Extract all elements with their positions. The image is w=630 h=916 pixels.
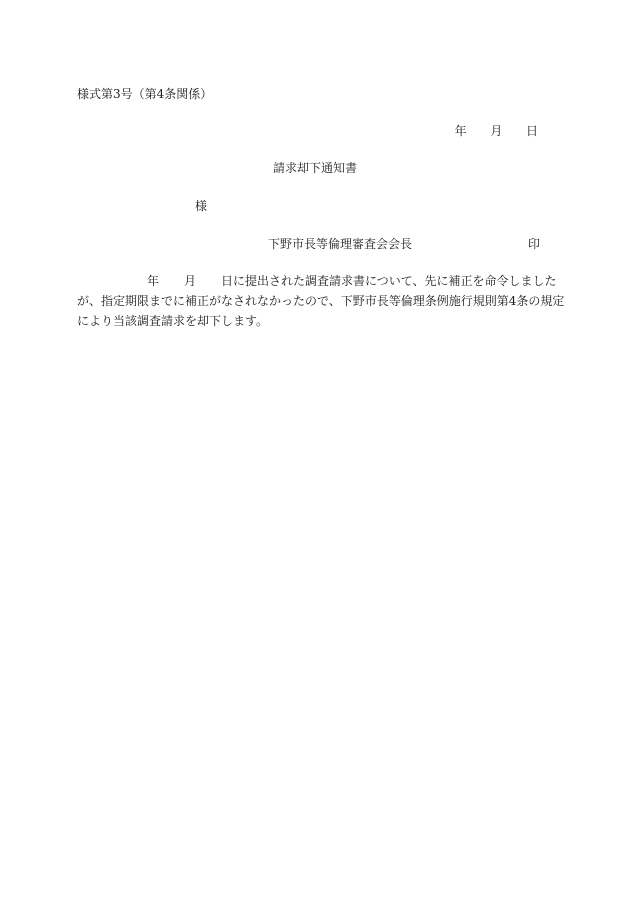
body-month-label: 月 [184, 274, 197, 288]
date-month-label: 月 [490, 124, 503, 138]
date-year-label: 年 [454, 124, 467, 138]
date-day-label: 日 [525, 124, 538, 138]
body-line-1-text: 日に提出された調査請求書について、先に補正を命令しました [221, 274, 557, 288]
recipient-line [195, 197, 207, 214]
notice-body [77, 271, 565, 331]
body-line-1 [77, 271, 555, 291]
recipient-honorific: 様 [195, 199, 208, 213]
seal-mark: 印 [527, 237, 540, 251]
body-year-label: 年 [147, 274, 160, 288]
date-line [455, 122, 538, 139]
sender-line [268, 235, 540, 252]
form-number: 様式第3号（第4条関係） [77, 87, 213, 101]
body-line-3: により当該調査請求を却下します。 [77, 314, 269, 328]
body-line-2: が、指定期限までに補正がなされなかったので、下野市長等倫理条例施行規則第4条の規定 [77, 294, 565, 308]
document-title: 請求却下通知書 [272, 161, 357, 175]
sender-name: 下野市長等倫理審査会会長 [268, 237, 413, 251]
